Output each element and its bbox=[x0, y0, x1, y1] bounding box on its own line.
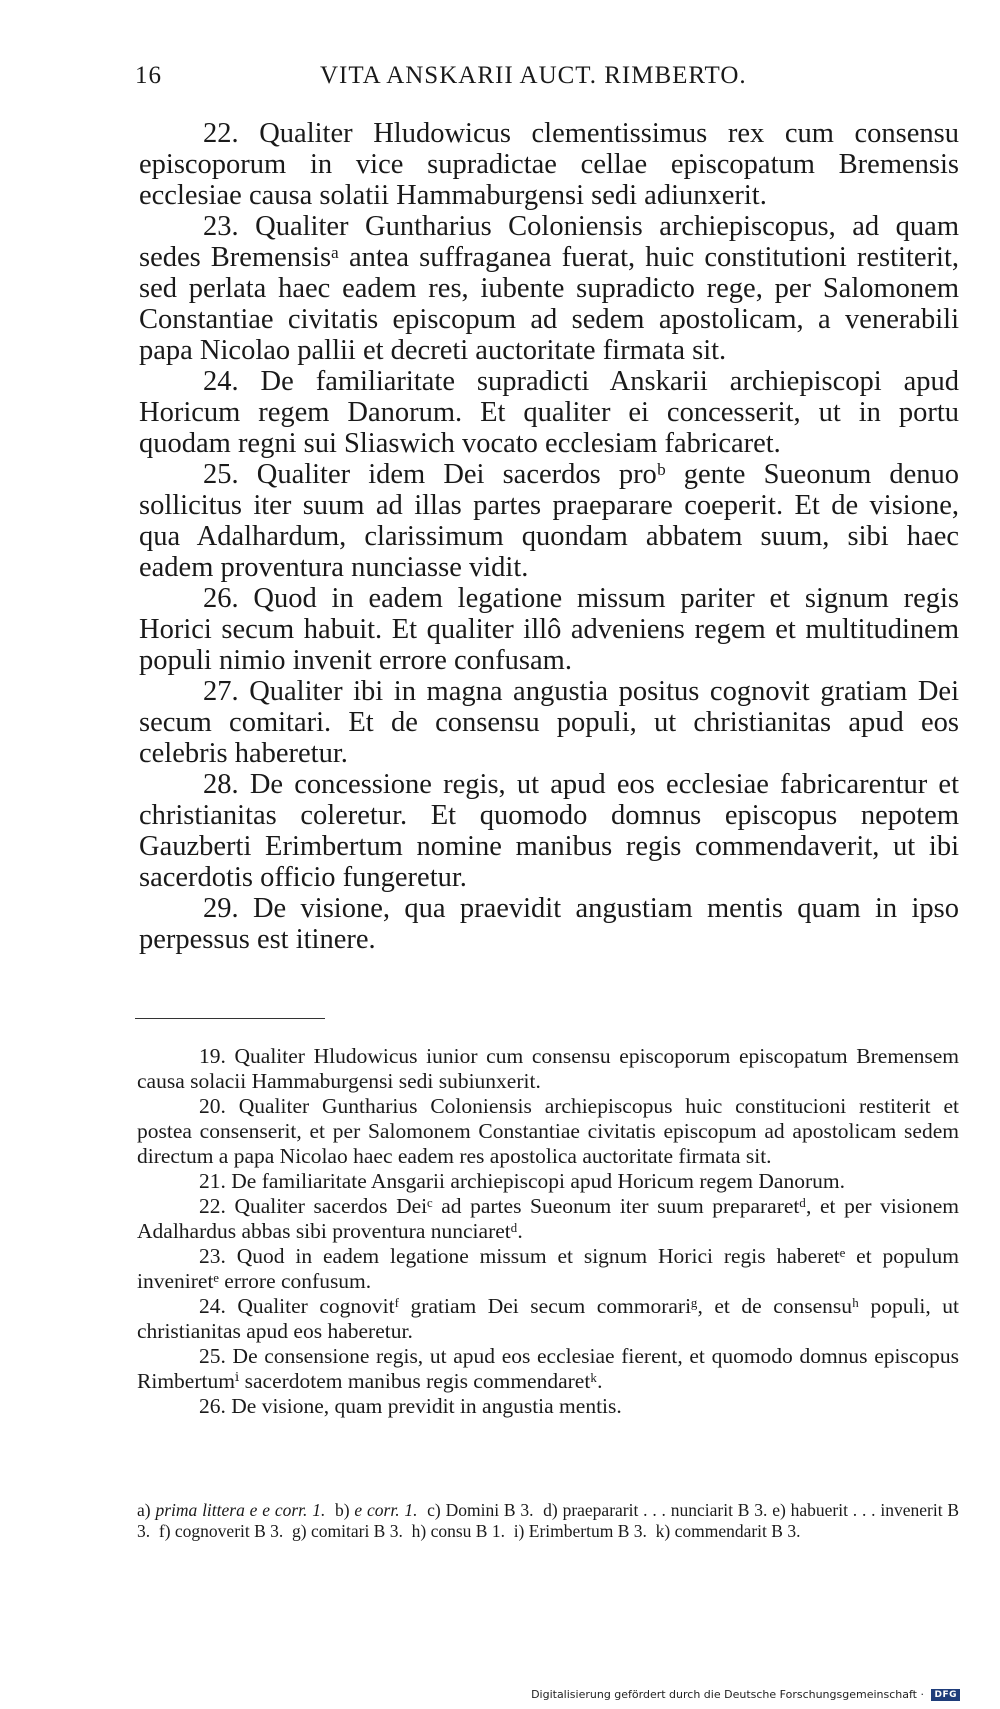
credit-text: Digitalisierung gefördert durch die Deutsche Forschungsgemeinschaft · bbox=[531, 1688, 924, 1701]
footnote-entry: 22. Qualiter sacerdos Deiᶜ ad partes Sueonum iter suum prepararetᵈ, et per visionem Adalhardus abbas sibi proventura nunciaretᵈ. bbox=[137, 1194, 959, 1243]
apparatus-siglum: h) bbox=[411, 1521, 427, 1541]
apparatus-siglum: g) bbox=[292, 1521, 307, 1541]
apparatus-siglum: i) bbox=[513, 1521, 525, 1541]
critical-apparatus bbox=[137, 1500, 959, 1542]
chapter-list bbox=[139, 118, 959, 955]
apparatus-siglum: f) bbox=[158, 1521, 171, 1541]
parallel-chapter-list bbox=[137, 1044, 959, 1419]
chapter-entry: 22. Qualiter Hludowicus clementissimus rex cum consensu episcoporum in vice supradictae cellae episcopatum Bremensis ecclesiae causa solatii Hammaburgensi sedi adiunxerit. bbox=[139, 118, 959, 211]
chapter-entry: 25. Qualiter idem Dei sacerdos proᵇ gente Sueonum denuo sollicitus iter suum ad illas partes praeparare coeperit. Et de visione, qua Adalhardum, clarissimum quondam abbatem suum, sibi haec eadem proventura nunciasse vidit. bbox=[139, 459, 959, 583]
running-title: VITA ANSKARII AUCT. RIMBERTO. bbox=[320, 62, 747, 89]
footnote-entry: 21. De familiaritate Ansgarii archiepiscopi apud Horicum regem Danorum. bbox=[199, 1169, 845, 1193]
apparatus-lemma: Erimbertum B 3. bbox=[528, 1521, 647, 1541]
apparatus-lemma: e corr. 1. bbox=[354, 1500, 418, 1520]
footnote-entry: 20. Qualiter Guntharius Coloniensis archiepiscopus huic constitucioni restiterit et postea consenserit, et per Salomonem Constantiae civitatis episcopum ad apostolicam sedem directum a papa Nicolao haec eadem res apostolica auctoritate firmata sit. bbox=[137, 1094, 959, 1168]
apparatus-siglum: b) bbox=[335, 1500, 350, 1520]
chapter-entry: 27. Qualiter ibi in magna angustia positus cognovit gratiam Dei secum comitari. Et de consensu populi, ut christianitas apud eos celebris haberetur. bbox=[139, 676, 959, 769]
apparatus-lemma: Domini B 3. bbox=[445, 1500, 534, 1520]
footnote-entry: 26. De visione, quam previdit in angustia mentis. bbox=[199, 1394, 622, 1418]
apparatus-lemma: prima littera e e corr. 1. bbox=[155, 1500, 326, 1520]
apparatus-lemma: cognoverit B 3. bbox=[174, 1521, 284, 1541]
page-header bbox=[135, 62, 955, 102]
chapter-entry: 24. De familiaritate supradicti Anskarii archiepiscopi apud Horicum regem Danorum. Et qualiter ei concesserit, ut in portu quodam regni sui Sliaswich vocato ecclesiam fabricaret. bbox=[139, 366, 959, 459]
apparatus-lemma: commendarit B 3. bbox=[674, 1521, 801, 1541]
apparatus-lemma: consu B 1. bbox=[430, 1521, 505, 1541]
footnote-entry: 19. Qualiter Hludowicus iunior cum consensu episcoporum episcopatum Bremensem causa solacii Hammaburgensi sedi subiunxerit. bbox=[137, 1044, 959, 1093]
digitization-credit bbox=[531, 1688, 960, 1701]
apparatus-siglum: k) bbox=[655, 1521, 671, 1541]
dfg-logo: DFG bbox=[931, 1689, 960, 1701]
apparatus-lemma: habuerit . . . invenerit B 3. bbox=[137, 1500, 960, 1541]
apparatus-siglum: a) bbox=[137, 1500, 151, 1520]
apparatus-siglum: d) bbox=[543, 1500, 558, 1520]
chapter-entry: 23. Qualiter Guntharius Coloniensis archiepiscopus, ad quam sedes Bremensisᵃ antea suffraganea fuerat, huic constitutioni restiterit, sed perlata haec eadem res, iubente supradicto rege, per Salomonem Constantiae civitatis episcopum ad sedem apostolicam, a venerabili papa Nicolao pallii et decreti auctoritate firmata sit. bbox=[139, 211, 959, 366]
apparatus-lemma: praepararit . . . nunciarit B 3. bbox=[562, 1500, 768, 1520]
apparatus-siglum: e) bbox=[772, 1500, 786, 1520]
chapter-entry: 28. De concessione regis, ut apud eos ecclesiae fabricarentur et christianitas coleretur. Et quomodo domnus episcopus nepotem Gauzberti Erimbertum nomine manibus regis commendaverit, ut ibi sacerdotis officio fungeretur. bbox=[139, 769, 959, 893]
apparatus-siglum: c) bbox=[427, 1500, 441, 1520]
footnote-divider bbox=[135, 1018, 325, 1019]
apparatus-lemma: comitari B 3. bbox=[311, 1521, 403, 1541]
page-number: 16 bbox=[135, 62, 162, 89]
apparatus-notes bbox=[137, 1500, 959, 1542]
footnote-entry: 24. Qualiter cognovitᶠ gratiam Dei secum commorariᵍ, et de consensuʰ populi, ut christianitas apud eos haberetur. bbox=[137, 1294, 959, 1343]
footnote-entry: 25. De consensione regis, ut apud eos ecclesiae fierent, et quomodo domnus episcopus Rimbertumⁱ sacerdotem manibus regis commendaretᵏ. bbox=[137, 1344, 959, 1393]
chapter-entry: 26. Quod in eadem legatione missum pariter et signum regis Horici secum habuit. Et qualiter illô adveniens regem et multitudinem populi nimio invenit errore confusam. bbox=[139, 583, 959, 676]
footnote-entry: 23. Quod in eadem legatione missum et signum Horici regis haberetᵉ et populum inveniretᵉ errore confusum. bbox=[137, 1244, 959, 1293]
chapter-entry: 29. De visione, qua praevidit angustiam mentis quam in ipso perpessus est itinere. bbox=[139, 893, 959, 955]
